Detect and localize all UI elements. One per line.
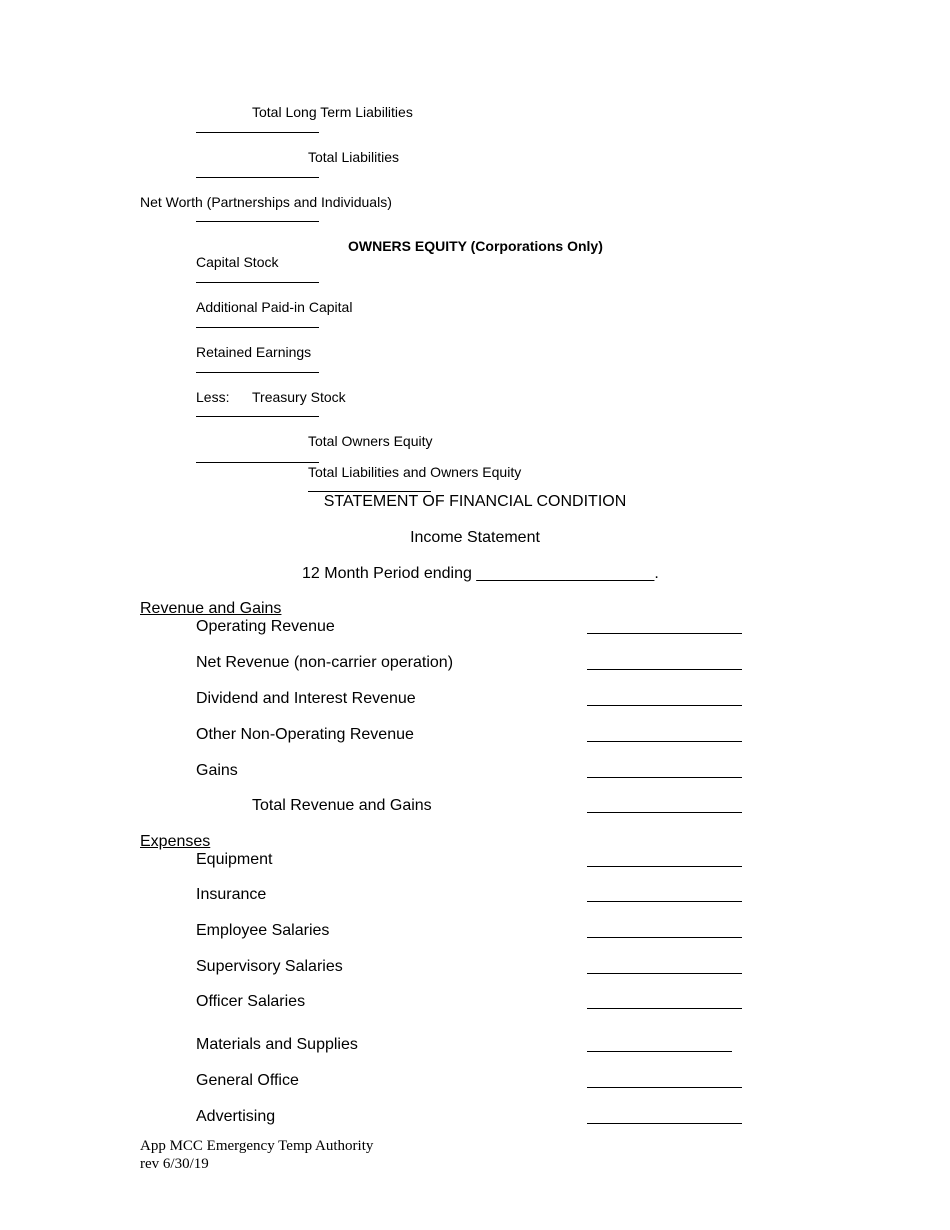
total-liabilities-field[interactable] [196, 177, 319, 178]
net-worth-label: Net Worth (Partnerships and Individuals) [140, 194, 392, 210]
total-long-term-liabilities-field[interactable] [196, 132, 319, 133]
total-long-term-liabilities-label: Total Long Term Liabilities [252, 104, 413, 120]
footer-revision: rev 6/30/19 [140, 1156, 209, 1172]
total-owners-equity-field[interactable] [196, 462, 319, 463]
gains-label: Gains [196, 762, 238, 779]
advertising-label: Advertising [196, 1108, 276, 1125]
other-non-operating-revenue-label: Other Non-Operating Revenue [196, 726, 414, 743]
owners-equity-heading: OWNERS EQUITY (Corporations Only) [348, 238, 603, 254]
additional-paid-in-capital-label: Additional Paid-in Capital [196, 299, 353, 315]
officer-salaries-field[interactable] [587, 1008, 742, 1009]
supervisory-salaries-label: Supervisory Salaries [196, 958, 343, 975]
expenses-heading: Expenses [140, 833, 211, 850]
equipment-label: Equipment [196, 851, 273, 868]
total-revenue-label: Total Revenue and Gains [252, 797, 432, 814]
capital-stock-field[interactable] [196, 282, 319, 283]
dividend-interest-revenue-field[interactable] [587, 705, 742, 706]
employee-salaries-label: Employee Salaries [196, 922, 330, 939]
revenue-heading: Revenue and Gains [140, 600, 282, 617]
operating-revenue-field[interactable] [587, 633, 742, 634]
total-liabilities-and-owners-equity-field[interactable] [308, 491, 431, 492]
treasury-stock-field[interactable] [196, 416, 319, 417]
insurance-label: Insurance [196, 886, 267, 903]
equipment-field[interactable] [587, 866, 742, 867]
total-liabilities-label: Total Liabilities [308, 149, 400, 165]
capital-stock-label: Capital Stock [196, 254, 279, 270]
materials-supplies-label: Materials and Supplies [196, 1036, 358, 1053]
period-ending-line: 12 Month Period ending ____________________. [302, 565, 659, 582]
retained-earnings-field[interactable] [196, 372, 319, 373]
net-revenue-label: Net Revenue (non-carrier operation) [196, 654, 454, 671]
retained-earnings-label: Retained Earnings [196, 344, 312, 360]
general-office-label: General Office [196, 1072, 299, 1089]
total-liabilities-and-owners-equity-label: Total Liabilities and Owners Equity [308, 464, 522, 480]
treasury-stock-label: Treasury Stock [252, 389, 346, 405]
supervisory-salaries-field[interactable] [587, 973, 742, 974]
officer-salaries-label: Officer Salaries [196, 993, 306, 1010]
insurance-field[interactable] [587, 901, 742, 902]
employee-salaries-field[interactable] [587, 937, 742, 938]
footer-form-name: App MCC Emergency Temp Authority [140, 1138, 374, 1154]
net-worth-field[interactable] [196, 221, 319, 222]
other-non-operating-revenue-field[interactable] [587, 741, 742, 742]
statement-title: STATEMENT OF FINANCIAL CONDITION [323, 493, 627, 510]
materials-supplies-field[interactable] [587, 1051, 732, 1052]
dividend-interest-revenue-label: Dividend and Interest Revenue [196, 690, 416, 707]
total-revenue-field[interactable] [587, 812, 742, 813]
operating-revenue-label: Operating Revenue [196, 618, 335, 635]
general-office-field[interactable] [587, 1087, 742, 1088]
total-owners-equity-label: Total Owners Equity [308, 433, 433, 449]
gains-field[interactable] [587, 777, 742, 778]
income-statement-title: Income Statement [410, 529, 540, 546]
net-revenue-field[interactable] [587, 669, 742, 670]
less-label: Less: [196, 389, 230, 405]
additional-paid-in-capital-field[interactable] [196, 327, 319, 328]
advertising-field[interactable] [587, 1123, 742, 1124]
